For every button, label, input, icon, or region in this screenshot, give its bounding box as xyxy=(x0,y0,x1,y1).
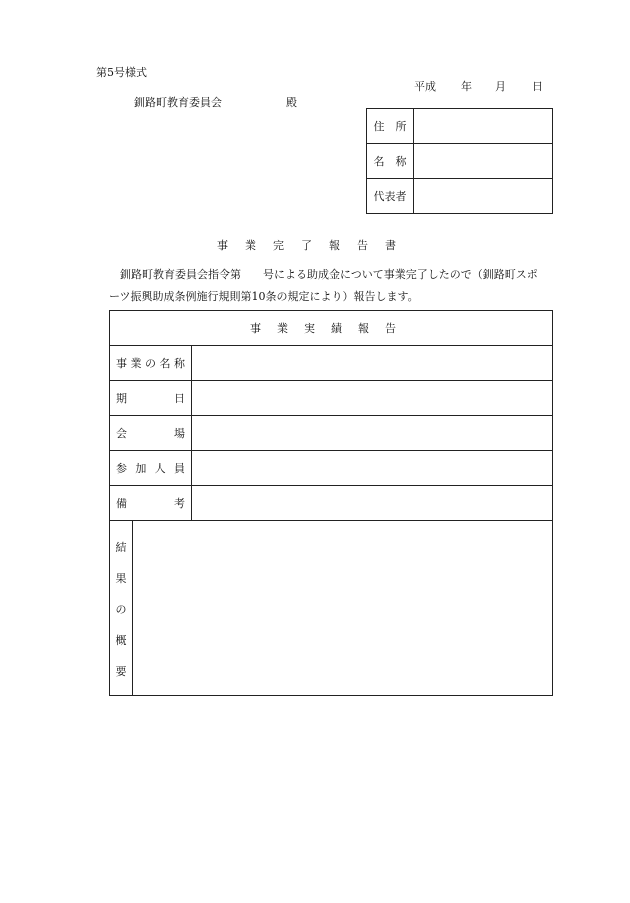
participants-field[interactable] xyxy=(192,451,553,486)
label-char: 加 xyxy=(135,462,147,475)
body-text-line-1: 釧路町教育委員会指令第 号による助成金について事業完了したので（釧路町スポ xyxy=(120,268,538,281)
label-char: 備 xyxy=(116,497,127,510)
applicant-name-row xyxy=(367,144,553,179)
result-char-5: 要 xyxy=(115,665,127,678)
addressee xyxy=(134,94,297,110)
venue-field[interactable] xyxy=(192,416,553,451)
body-text-line-2: ーツ振興助成条例施行規則第10条の規定により）報告します。 xyxy=(109,290,419,303)
date-year: 年 xyxy=(461,80,472,93)
label-char: 参 xyxy=(116,462,127,475)
record-heading: 事業実績報告 xyxy=(110,311,553,346)
date-day: 日 xyxy=(532,80,543,93)
label-char: 考 xyxy=(174,497,185,510)
label-char: 日 xyxy=(174,392,185,405)
date-label xyxy=(110,381,192,416)
label-char: 人 xyxy=(154,462,166,475)
remarks-label xyxy=(110,486,192,521)
participants-label-text xyxy=(110,460,191,476)
applicant-address-row xyxy=(367,109,553,144)
remarks-label-text xyxy=(110,495,191,511)
result-summary-field[interactable] xyxy=(133,521,553,695)
label-char: 場 xyxy=(174,427,185,440)
addressee-name: 釧路町教育委員会 xyxy=(134,96,222,109)
label-char: 称 xyxy=(174,357,185,370)
representative-label: 代表者 xyxy=(367,179,414,214)
date-era: 平成 xyxy=(414,80,436,93)
date-field[interactable] xyxy=(192,381,553,416)
applicant-representative-row xyxy=(367,179,553,214)
record-table xyxy=(109,310,553,696)
applicant-table xyxy=(366,108,553,214)
address-field[interactable] xyxy=(414,109,553,144)
label-char: 員 xyxy=(173,462,185,475)
address-label: 住 所 xyxy=(367,109,414,144)
date-label-text xyxy=(110,390,191,406)
result-char-2: 果 xyxy=(115,572,127,585)
event-name-label-text xyxy=(110,355,191,371)
document-title: 事業完了報告書 xyxy=(217,239,413,252)
date-month: 月 xyxy=(495,80,506,93)
result-summary-inner xyxy=(110,521,552,695)
result-summary-label-chars xyxy=(110,521,132,694)
participants-label xyxy=(110,451,192,486)
record-row-remarks xyxy=(110,486,553,521)
venue-label-text xyxy=(110,425,191,441)
remarks-field[interactable] xyxy=(192,486,553,521)
result-char-1: 結 xyxy=(115,541,127,554)
record-row-date xyxy=(110,381,553,416)
addressee-honorific: 殿 xyxy=(286,96,297,109)
record-heading-row xyxy=(110,311,553,346)
label-char: 事 xyxy=(116,357,127,370)
record-row-result-summary xyxy=(110,521,553,696)
label-char: 会 xyxy=(116,427,127,440)
record-row-event-name xyxy=(110,346,553,381)
record-row-venue xyxy=(110,416,553,451)
result-char-3: の xyxy=(115,603,127,616)
label-char: 名 xyxy=(159,357,171,370)
label-char: の xyxy=(145,357,156,370)
result-char-4: 概 xyxy=(115,634,127,647)
venue-label xyxy=(110,416,192,451)
name-label: 名 称 xyxy=(367,144,414,179)
label-char: 期 xyxy=(116,392,127,405)
event-name-label xyxy=(110,346,192,381)
event-name-field[interactable] xyxy=(192,346,553,381)
form-number: 第5号様式 xyxy=(96,66,147,79)
label-char: 業 xyxy=(130,357,142,370)
name-field[interactable] xyxy=(414,144,553,179)
record-row-participants xyxy=(110,451,553,486)
representative-field[interactable] xyxy=(414,179,553,214)
result-summary-label xyxy=(110,521,133,695)
